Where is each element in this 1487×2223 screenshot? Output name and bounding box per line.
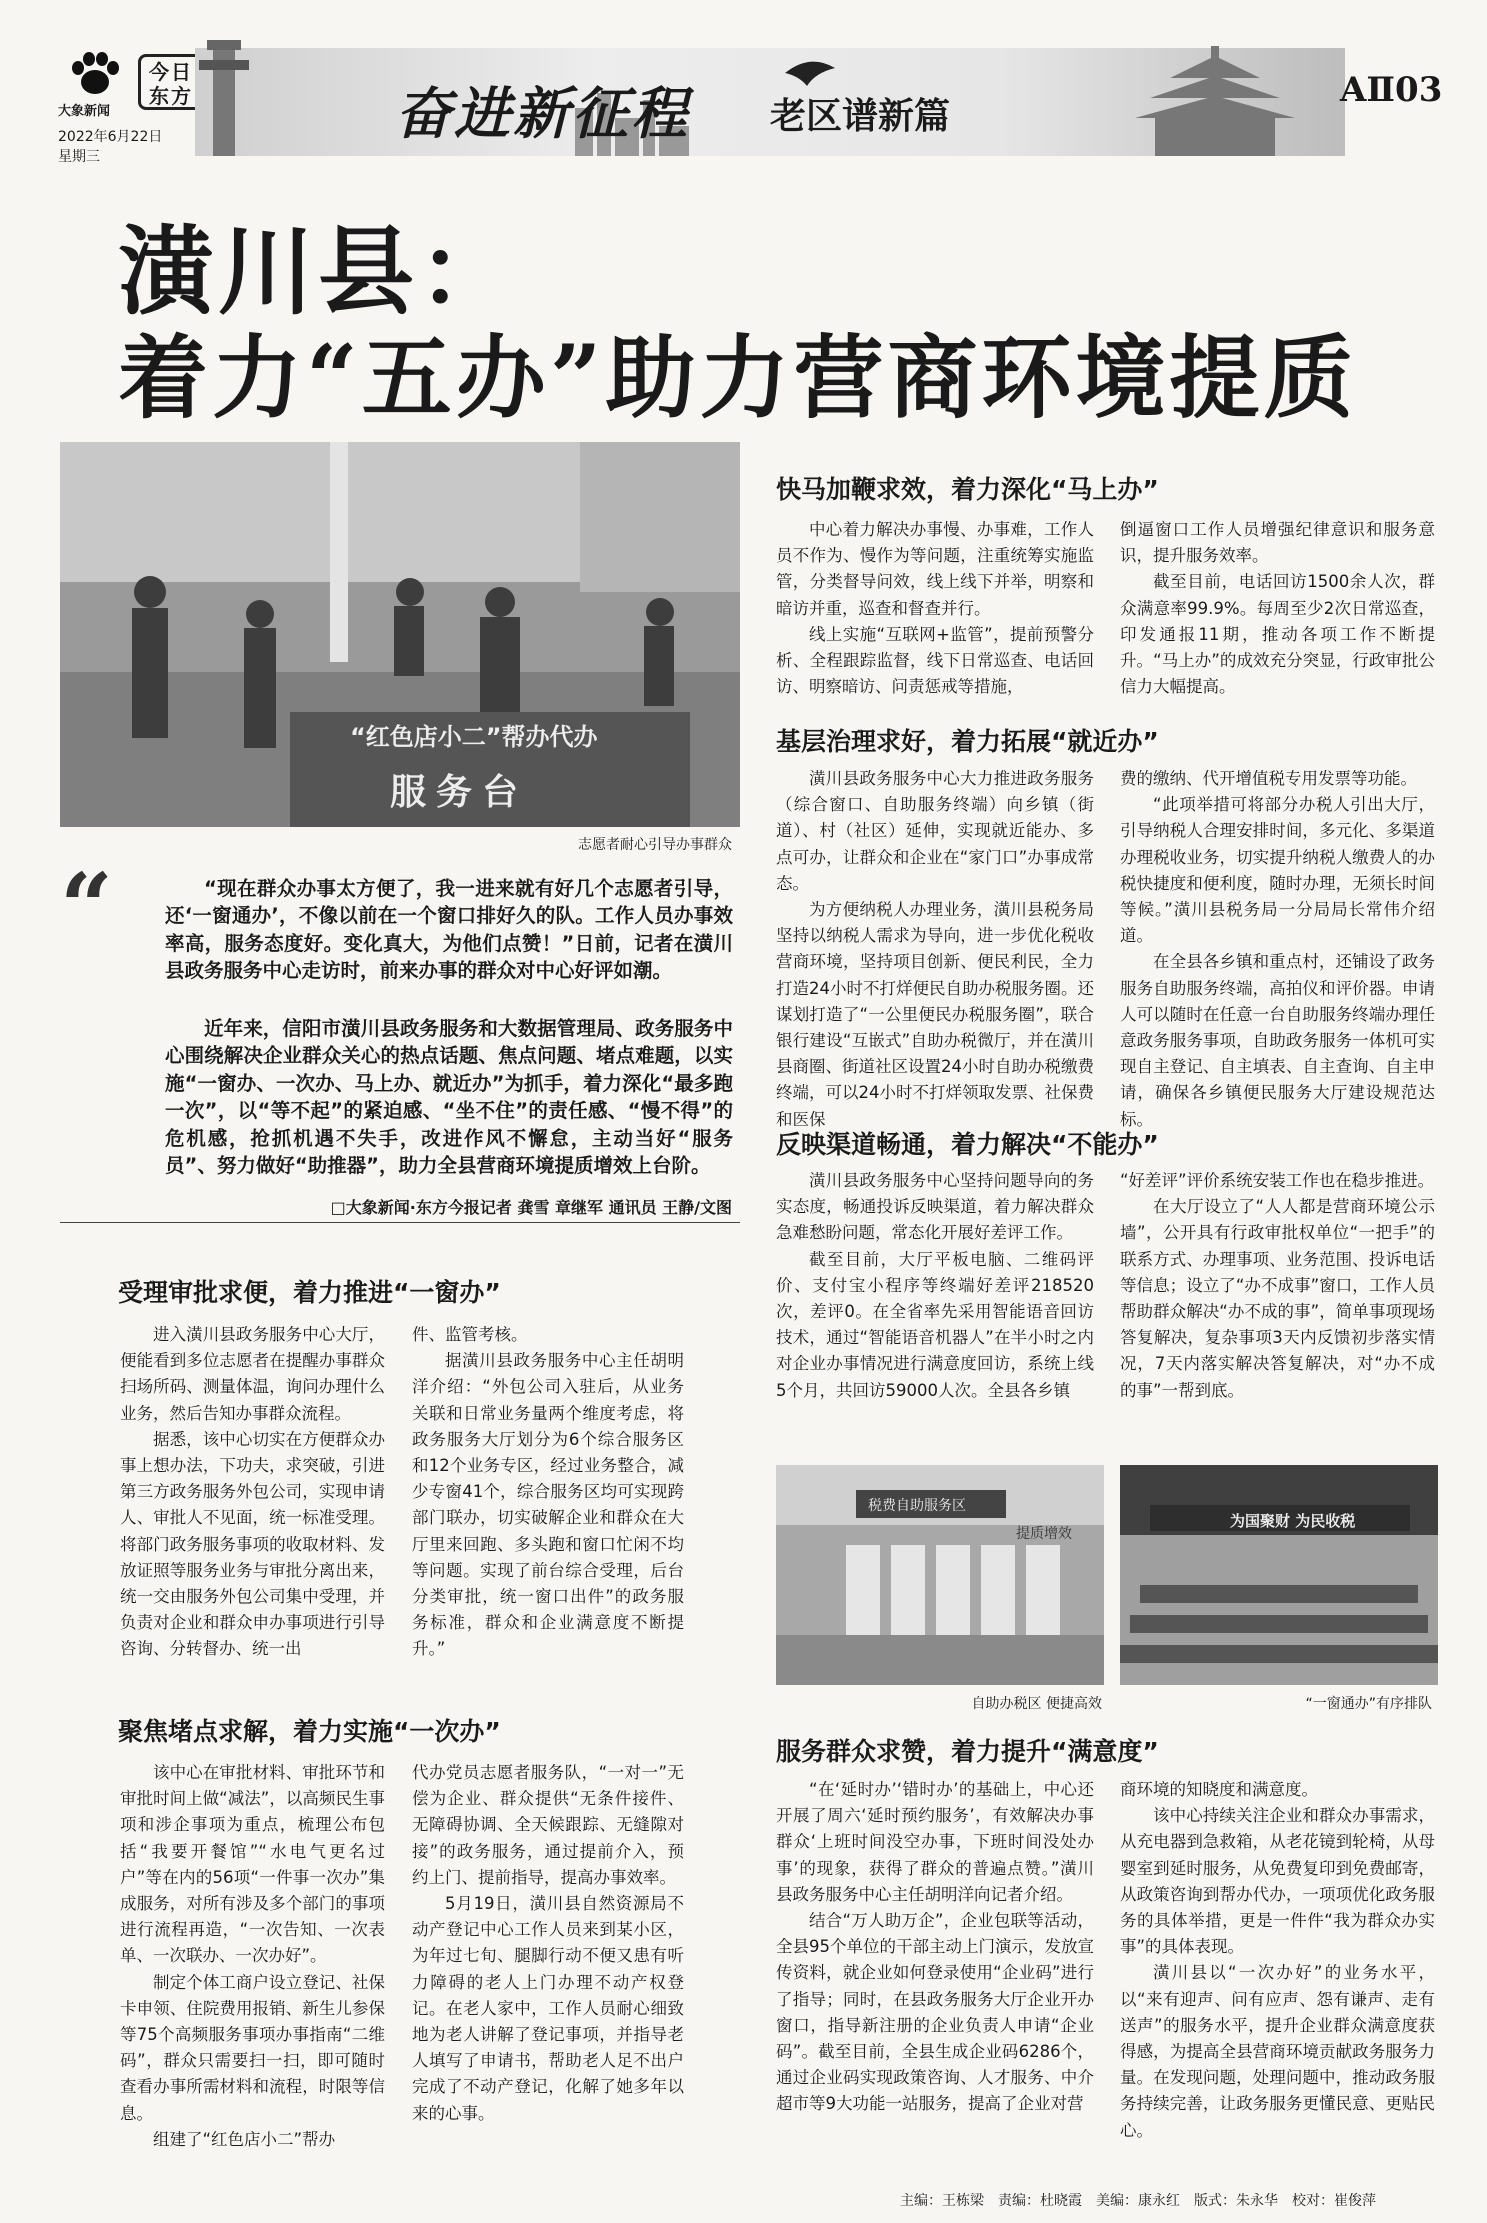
paragraph: 结合“万人助万企”，企业包联等活动，全县95个单位的干部主动上门演示，发放宣传资料，就企业如何登录使用“企业码”进行了指导；同时，在县政务服务大厅企业开办窗口，指导新注册的企业负责人申请“企业码”。截至目前，全县生成企业码6286个，通过企业码实现政策咨询、人才服务、中介超市等9大功能一站服务，提高了企业对营 — [776, 1911, 1094, 2114]
paragraph: 据潢川县政务服务中心主任胡明洋介绍：“外包公司入驻后，从业务关联和日常业务量两个维度考虑，将政务服务大厅划分为6个综合服务区和12个业务专区，经过业务整合，减少专窗41个，综合服务区均可实现跨部门联办，切实破解企业和群众在大厅里来回跑、多头跑和窗口忙闲不均等问题。实现了前台综合受理，后台分类审批，统一窗口出件”的政务服务标准，群众和企业满意度不断提升。” — [412, 1351, 684, 1659]
paragraph: 在大厅设立了“人人都是营商环境公示墙”，公开具有行政审批权单位“一把手”的联系方式、办理事项、业务范围、投诉电话等信息；设立了“办不成事”窗口，工作人员帮助群众解决“办不成的事”，简单事项现场答复解决，复杂事项3天内反馈初步落实情况，7天内落实解决答复解决，对“办不成的事”一帮到底。 — [1120, 1197, 1435, 1400]
paragraph: “在‘延时办’‘错时办’的基础上，中心还开展了周六‘延时预约服务’，有效解决办事群众‘上班时间没空办事，下班时间没处办事’的现象，获得了群众的普遍点赞。”潢川县政务服务中心主任胡明洋向记者介绍。 — [776, 1780, 1094, 1904]
headline-line-1: 潢川县： — [118, 215, 518, 328]
window-sign: 为国聚财 为民收税 — [1230, 1512, 1356, 1530]
section-2-col-2 — [412, 1760, 684, 2127]
paragraph: 潢川县政务服务中心坚持问题导向的务实态度，畅通投诉反映渠道，着力解决群众急难愁盼问题，常态化开展好差评工作。 — [776, 1171, 1094, 1243]
section-6-col-1 — [776, 1777, 1094, 2118]
section-4-col-2 — [1120, 766, 1435, 1133]
paragraph: 潢川县政务服务中心大力推进政务服务（综合窗口、自助服务终端）向乡镇（街道）、村（社区）延伸，实现就近能办、多点可办，让群众和企业在“家门口”办事成常态。 — [776, 769, 1094, 893]
section-1-col-1 — [120, 1322, 385, 1663]
section-5-col-2 — [1120, 1168, 1435, 1404]
editorial-credits: 主编：王栋梁 责编：杜晓霞 美编：康永红 版式：朱永华 校对：崔俊萍 — [900, 2193, 1376, 2209]
paragraph: 该中心持续关注企业和群众办事需求，从充电器到急救箱，从老花镜到轮椅，从母婴室到延时服务，从免费复印到免费邮寄，从政策咨询到帮办代办，一项项优化政务服务的具体举措，更是一件件“我为群众办实事”的具体表现。 — [1120, 1806, 1435, 1957]
paragraph: 该中心在审批材料、审批环节和审批时间上做“减法”，以高频民生事项和涉企事项为重点，梳理公布包括“我要开餐馆”“水电气更名过户”等在内的56项“一件事一次办”集成服务，对所有涉及多个部门的事项进行流程再造，“一次告知、一次表单、一次联办、一次办好”。 — [120, 1763, 385, 1966]
paragraph: 制定个体工商户设立登记、社保卡申领、住院费用报销、新生儿参保等75个高频服务事项办事指南“二维码”，群众只需要扫一扫，即可随时查看办事所需材料和流程，时限等信息。 — [120, 1972, 385, 2123]
paragraph: 截至目前，电话回访1500余人次，群众满意率99.9%。每周至少2次日常巡查，印发通报11期，推动各项工作不断提升。“马上办”的成效充分突显，行政审批公信力大幅提高。 — [1120, 572, 1435, 697]
banner-subtitle: 老区谱新篇 — [770, 96, 951, 137]
paragraph: 件、监管考核。 — [412, 1325, 528, 1344]
self-service-photo — [776, 1465, 1104, 1685]
paragraph: 代办党员志愿者服务队，“一对一”无偿为企业、群众提供“无条件接件、无障碍协调、全天候跟踪、无缝隙对接”的政务服务，通过提前介入，预约上门、提前指导，提高办事效率。 — [412, 1763, 684, 1887]
self-service-banner: 提质增效 — [1016, 1526, 1072, 1542]
window-photo — [1120, 1465, 1438, 1685]
self-service-sign: 税费自助服务区 — [868, 1498, 966, 1514]
quote-mark-icon: “ — [60, 853, 113, 961]
paragraph: 中心着力解决办事慢、办事难，工作人员不作为、慢作为等问题，注重统筹实施监管，分类督导问效，线上线下并举，明察和暗访并重，巡查和督查并行。 — [776, 520, 1094, 618]
main-photo-sign: “红色店小二”帮办代办 — [350, 723, 598, 751]
paragraph: 截至目前，大厅平板电脑、二维码评价、支付宝小程序等终端好差评218520次，差评0。在全省率先采用智能语音回访技术，通过“智能语音机器人”在半小时之内对企业办事情况进行满意度回访，系统上线5个月，共回访59000人次。全县各乡镇 — [776, 1249, 1094, 1400]
paragraph: 据悉，该中心切实在方便群众办事上想办法，下功夫，求突破，引进第三方政务服务外包公司，实现申请人、审批人不见面，统一标准受理。将部门政务服务事项的收取材料、发放证照等服务业务与审批分离出来，统一交由服务外包公司集中受理，并负责对企业和群众申办事项进行引导咨询、分转督办、统一出 — [120, 1429, 385, 1659]
publication-weekday: 星期三 — [58, 149, 100, 165]
section-title-4: 基层治理求好，着力拓展“就近办” — [776, 727, 1159, 756]
paragraph: 组建了“红色店小二”帮办 — [153, 2129, 336, 2149]
brand-name: 大象新闻 — [58, 104, 111, 119]
lead-paragraph-1: “现在群众办事太方便了，我一进来就有好几个志愿者引导，还‘一窗通办’，不像以前在一个窗口排好久的队。工作人员办事效率高，服务态度好。变化真大，为他们点赞！”日前，记者在潢川县政务服务中心走访时，前来办事的群众对中心好评如潮。 — [165, 877, 733, 983]
paragraph: 5月19日，潢川县自然资源局不动产登记中心工作人员来到某小区，为年过七旬、腿脚行动不便又患有听力障碍的老人上门办理不动产权登记。在老人家中，工作人员耐心细致地为老人讲解了登记事项，并指导老人填写了申请书，帮助老人足不出户完成了不动产登记，化解了她多年以来的心事。 — [412, 1894, 684, 2123]
paragraph: 线上实施“互联网+监管”，提前预警分析、全程跟踪监督，线下日常巡查、电话回访、明察暗访、问责惩戒等措施， — [776, 624, 1094, 697]
byline: □大象新闻·东方今报记者 龚雪 章继军 通讯员 王静/文图 — [330, 1198, 732, 1217]
lead-box — [60, 855, 740, 1223]
paragraph: “此项举措可将部分办税人引出大厅，引导纳税人合理安排时间，多元化、多渠道办理税收业务，切实提升纳税人缴费人的办税快捷度和便利度，随时办理，无须长时间等候。”潢川县税务局一分局局长常伟介绍道。 — [1120, 795, 1435, 946]
paper-logo — [58, 50, 213, 120]
section-title-5: 反映渠道畅通，着力解决“不能办” — [776, 1130, 1159, 1159]
section-1-col-2 — [412, 1322, 684, 1663]
main-photo — [60, 442, 740, 827]
paragraph: 进入潢川县政务服务中心大厅，便能看到多位志愿者在提醒办事群众扫场所码、测量体温，询问办理什么业务，然后告知办事群众流程。 — [120, 1325, 385, 1423]
paragraph: 费的缴纳、代开增值税专用发票等功能。 — [1120, 769, 1417, 788]
main-photo-desk-label: 服务台 — [390, 772, 529, 813]
paragraph: 在全县各乡镇和重点村，还铺设了政务服务自助服务终端，高拍仪和评价器。申请人可以随时在任意一台自助服务终端办理任意政务服务事项，自助政务服务一体机可实现自主登记、自主填表、自主查询、自主申请，确保各乡镇便民服务大厅建设规范达标。 — [1120, 952, 1435, 1129]
paragraph: 为方便纳税人办理业务，潢川县税务局坚持以纳税人需求为导向，进一步优化税收营商环境，坚持项目创新、便民利民，全力打造24小时不打烊便民自助办税服务圈。还谋划打造了“一公里便民办税服务圈”，联合银行建设“互嵌式”自助办税微厅，并在潢川县商圈、街道社区设置24小时自助办税缴费终端，可以24小时不打烊领取发票、社保费和医保 — [776, 900, 1094, 1129]
section-title-1: 受理审批求便，着力推进“一窗办” — [118, 1278, 501, 1307]
headline-line-2: 着力“五办”助力营商环境提质 — [118, 325, 1358, 431]
section-3-col-2 — [1120, 517, 1435, 700]
paper-name-seal: 今日东方 — [138, 54, 204, 110]
paw-logo-icon — [66, 50, 124, 98]
self-service-caption: 自助办税区 便捷高效 — [971, 1696, 1102, 1712]
window-photo-caption: “一窗通办”有序排队 — [1305, 1696, 1432, 1712]
publication-date: 2022年6月22日 — [58, 129, 163, 145]
section-6-col-2 — [1120, 1777, 1435, 2144]
section-3-col-1 — [776, 517, 1094, 700]
page-number: AⅡ03 — [1340, 70, 1443, 110]
paragraph: 潢川县以“一次办好”的业务水平，以“来有迎声、问有应声、怨有谦声、走有送声”的服务水平，提升企业群众满意度获得感，为提高全县营商环境贡献政务服务力量。在发现问题，处理问题中，推动政务服务持续完善，让政务服务更懂民意、更贴民心。 — [1120, 1963, 1435, 2140]
lead-paragraph-2: 近年来，信阳市潢川县政务服务和大数据管理局、政务服务中心围绕解决企业群众关心的热点话题、焦点问题、堵点难题，以实施“一窗办、一次办、马上办、就近办”为抓手，着力深化“最多跑一次”，以“等不起”的紧迫感、“坐不住”的责任感、“慢不得”的危机感，抢抓机遇不失手，改进作风不懈怠，主动当好“服务员”、努力做好“助推器”，助力全县营商环境提质增效上台阶。 — [165, 1017, 733, 1178]
section-2-col-1 — [120, 1760, 385, 2153]
masthead — [0, 0, 1487, 200]
banner-title: 奋进新征程 — [395, 81, 690, 147]
paragraph: “好差评”评价系统安装工作也在稳步推进。 — [1120, 1171, 1435, 1190]
section-5-col-1 — [776, 1168, 1094, 1404]
paragraph: 商环境的知晓度和满意度。 — [1120, 1780, 1318, 1799]
paragraph: 倒逼窗口工作人员增强纪律意识和服务意识，提升服务效率。 — [1120, 520, 1435, 566]
section-title-2: 聚焦堵点求解，着力实施“一次办” — [118, 1717, 501, 1746]
main-photo-caption: 志愿者耐心引导办事群众 — [578, 837, 732, 853]
section-4-col-1 — [776, 766, 1094, 1133]
section-title-3: 快马加鞭求效，着力深化“马上办” — [776, 475, 1159, 504]
section-title-6: 服务群众求赞，着力提升“满意度” — [776, 1737, 1159, 1766]
